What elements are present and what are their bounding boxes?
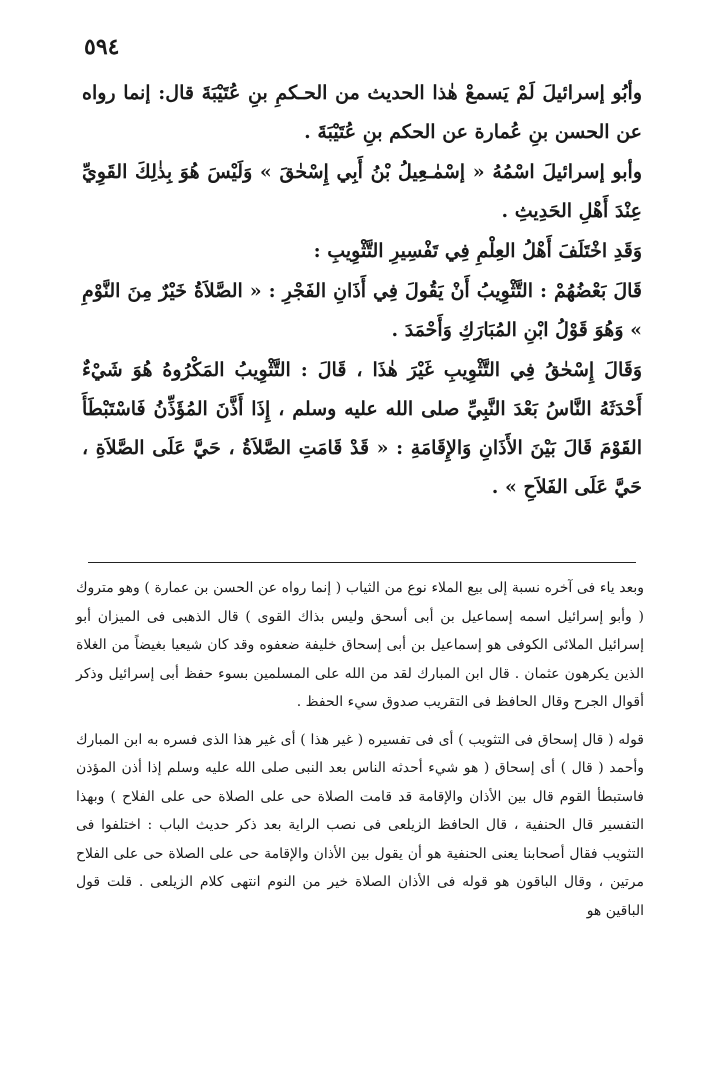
main-text [82,74,642,507]
page-number: ٥٩٤ [84,34,120,60]
main-paragraph: وأبو إسرائيلَ اسْمُهُ « إسْمٰـعِيلُ بْنُ أَبِي إِسْحٰقَ » وَلَيْسَ هُوَ بِذٰلِكَ القَوِيِّ عِنْدَ أَهْلِ الحَدِيثِ . [82,161,642,222]
commentary-notes [76,574,644,925]
main-paragraph: وَقَالَ إِسْحٰقُ فِي التَّثْوِيبِ غَيْرَ هٰذَا ، قَالَ : التَّثْوِيبُ المَكْرُوهُ هُوَ شَيْءٌ أَحْدَثَهُ النَّاسُ بَعْدَ النَّبِيِّ صلى الله عليه وسلم ، إِذَا أَذَّنَ المُؤَذِّنُ فَاسْتَبْطَأَ القَوْمَ قَالَ بَيْنَ الأَذَانِ وَالإِقَامَةِ : « قَدْ قَامَتِ الصَّلاَةُ ، حَيَّ عَلَى الصَّلاَةِ ، حَيَّ عَلَى الفَلاَحِ » . [82,359,642,498]
main-paragraph: قَالَ بَعْضُهُمْ : التَّثْوِيبُ أَنْ يَقُولَ فِي أَذَانِ الفَجْرِ : « الصَّلاَةُ خَيْرٌ مِنَ النَّوْمِ » وَهُوَ قَوْلُ ابْنِ المُبَارَكِ وَأَحْمَدَ . [82,280,642,341]
main-paragraph: وَقَدِ اخْتَلَفَ أَهْلُ العِلْمِ فِي تَفْسِيرِ التَّثْوِيبِ : [313,240,642,262]
footnote-divider [88,562,636,563]
note-paragraph: قوله ( قال إسحاق فى التثويب ) أى فى تفسيره ( غير هذا ) أى غير هذا الذى فسره به ابن المبارك وأحمد ( قال ) أى إسحاق ( هو شيء أحدثه الناس بعد النبى صلى الله عليه وسلم إذا أذن المؤذن فاستبطأ القوم قال بين الأذان والإقامة قد قامت الصلاة حى على الصلاة حى على الفلاح ) وبهذا التفسير قال الحنفية ، قال الحافظ الزيلعى فى نصب الراية بعد ذكر حديث الباب : اختلفوا فى التثويب فقال أصحابنا يعنى الحنفية هو أن يقول بين الأذان والإقامة حى على الصلاة حى على الفلاح مرتين ، وقال الباقون هو قوله فى الأذان الصلاة خير من النوم انتهى كلام الزيلعى . قلت قول الباقين هو [76,731,644,919]
main-paragraph: وأبُو إسرائيلَ لَمْ يَسمعْ هٰذا الحديث من الحـكمِ بنِ عُتَيْبَةَ قال: إنما رواه عن الحسن بنِ عُمارة عن الحكم بنِ عُتَيْبَةَ . [82,82,642,143]
note-paragraph: وبعد ياء فى آخره نسبة إلى بيع الملاء نوع من الثياب ( إنما رواه عن الحسن بن عمارة ) وهو متروك ( وأبو إسرائيل اسمه إسماعيل بن أبى أسحق وليس بذاك القوى ) قال الذهبى فى الميزان أبو إسرائيل الملائى الكوفى هو إسماعيل بن أبى إسحاق خليفة ضعفوه وقد كان شيعيا بغيضاً من الغلاة الذين يكرهون عثمان . قال ابن المبارك لقد من الله على المسلمين بسوء حفظ أبى إسرائيل وذكر أقوال الجرح وقال الحافظ فى التقريب صدوق سيء الحفظ . [76,580,644,710]
